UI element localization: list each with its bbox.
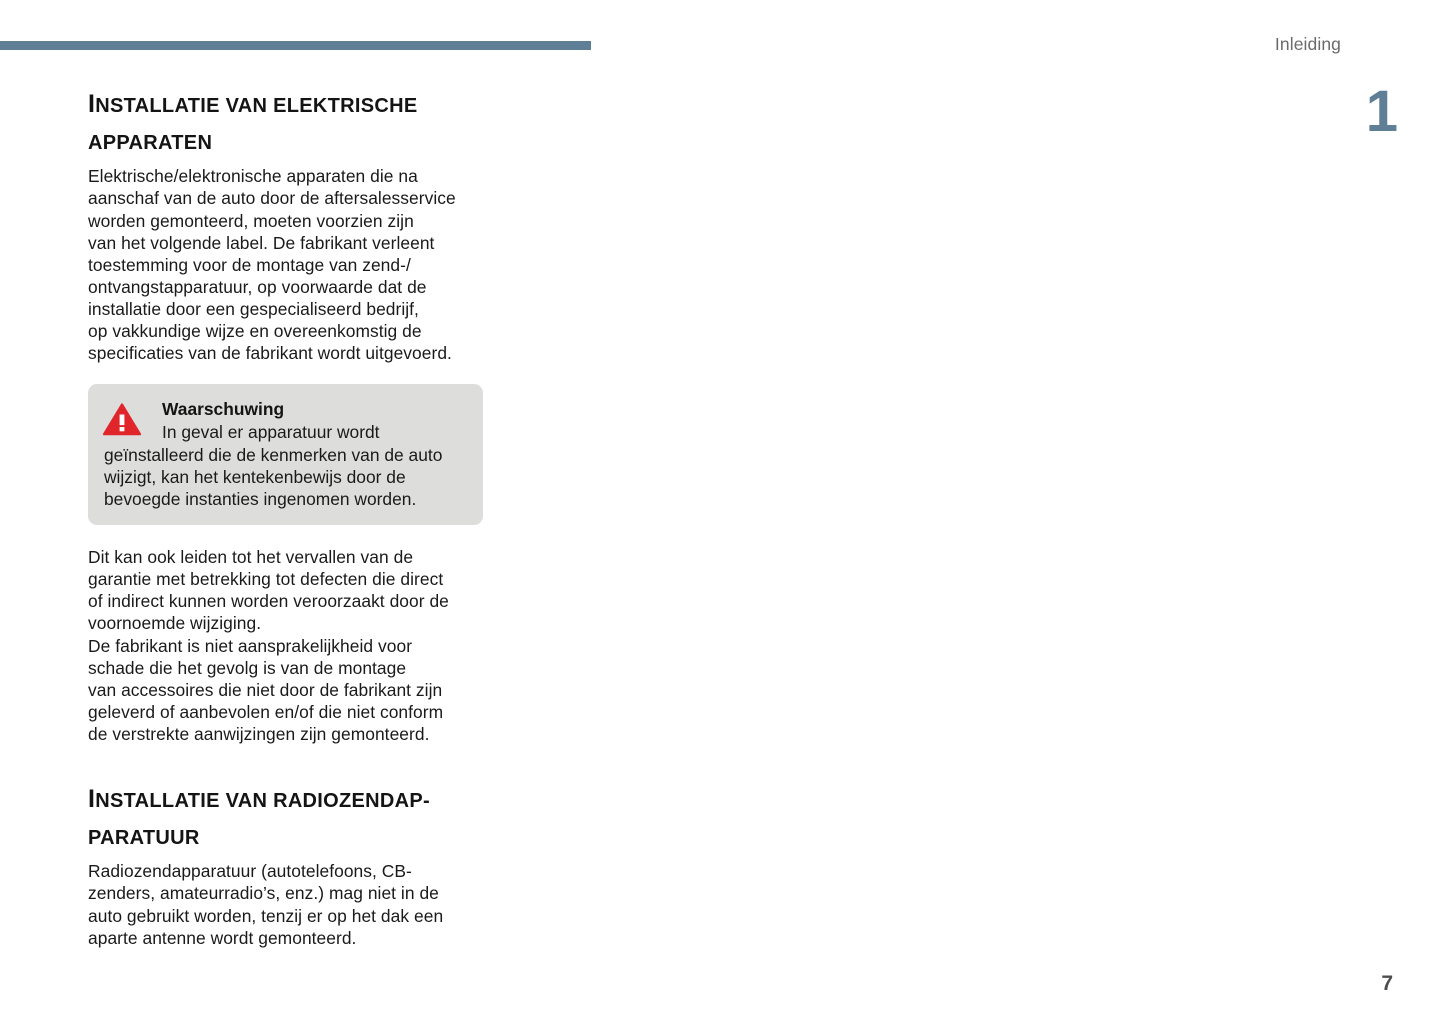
paragraph-electrical-devices <box>88 165 484 364</box>
text-line: de verstrekte aanwijzingen zijn gemonteerd. <box>88 723 430 744</box>
heading2-line-1-rest: NSTALLATIE VAN RADIOZENDAP- <box>95 790 431 813</box>
text-line: bevoegde instanties ingenomen worden. <box>104 488 417 509</box>
heading2-line-1-first-letter: I <box>88 785 96 814</box>
text-line: wijzigt, kan het kentekenbewijs door de <box>104 466 406 487</box>
warning-triangle-icon <box>103 403 141 436</box>
text-line: schade die het gevolg is van de montage <box>88 657 407 678</box>
heading2-line-2-rest: PARATUUR <box>88 826 200 849</box>
text-line: Radiozendapparatuur (autotelefoons, CB- <box>88 861 412 882</box>
text-line: De fabrikant is niet aansprakelijkheid voor <box>88 635 413 656</box>
text-line: auto gebruikt worden, tenzij er op het dak een <box>88 905 444 926</box>
text-line: van het volgende label. De fabrikant verleent <box>88 232 435 253</box>
text-line: aparte antenne wordt gemonteerd. <box>88 927 357 948</box>
text-line: voornoemde wijziging. <box>88 613 262 634</box>
text-line: op vakkundige wijze en overeenkomstig de <box>88 320 422 341</box>
text-column <box>88 84 484 949</box>
chapter-number: 1 <box>1365 79 1397 144</box>
text-line: worden gemonteerd, moeten voorzien zijn <box>88 210 414 231</box>
text-line: geïnstalleerd die de kenmerken van de auto <box>104 444 443 465</box>
text-line: specificaties van de fabrikant wordt uitgevoerd. <box>88 343 452 364</box>
text-line: geleverd of aanbevolen en/of die niet conform <box>88 701 444 722</box>
text-line: Elektrische/elektronische apparaten die na <box>88 166 418 187</box>
section-heading-electrical-devices <box>88 84 484 159</box>
heading-line-1-first-letter: I <box>88 90 96 118</box>
text-line: ontvangstapparatuur, op voorwaarde dat de <box>88 276 427 297</box>
warning-callout <box>88 384 483 525</box>
page-number: 7 <box>1381 972 1393 995</box>
text-line: aanschaf van de auto door de aftersalesservice <box>88 188 456 209</box>
text-line: In geval er apparatuur wordt <box>162 422 380 443</box>
callout-title: Waarschuwing <box>162 399 285 420</box>
text-line: installatie door een gespecialiseerd bedrijf, <box>88 298 419 319</box>
text-line: zenders, amateurradio’s, enz.) mag niet in de <box>88 883 439 904</box>
text-line: Dit kan ook leiden tot het vervallen van de <box>88 547 414 568</box>
heading-line-1-rest: NSTALLATIE VAN ELEKTRISCHE <box>95 95 418 117</box>
paragraph-warranty-liability <box>88 546 484 745</box>
text-line: of indirect kunnen worden veroorzaakt door de <box>88 591 449 612</box>
running-header: Inleiding <box>1274 34 1341 54</box>
section-heading-radio-transmitters <box>88 779 484 854</box>
text-line: toestemming voor de montage van zend-/ <box>88 254 411 275</box>
header-accent-rule <box>0 41 591 50</box>
heading-line-2-rest: APPARATEN <box>88 131 213 154</box>
text-line: van accessoires die niet door de fabrikant zijn <box>88 679 443 700</box>
paragraph-radio-transmitters <box>88 860 484 948</box>
text-line: garantie met betrekking tot defecten die direct <box>88 569 444 590</box>
callout-body <box>104 421 467 510</box>
